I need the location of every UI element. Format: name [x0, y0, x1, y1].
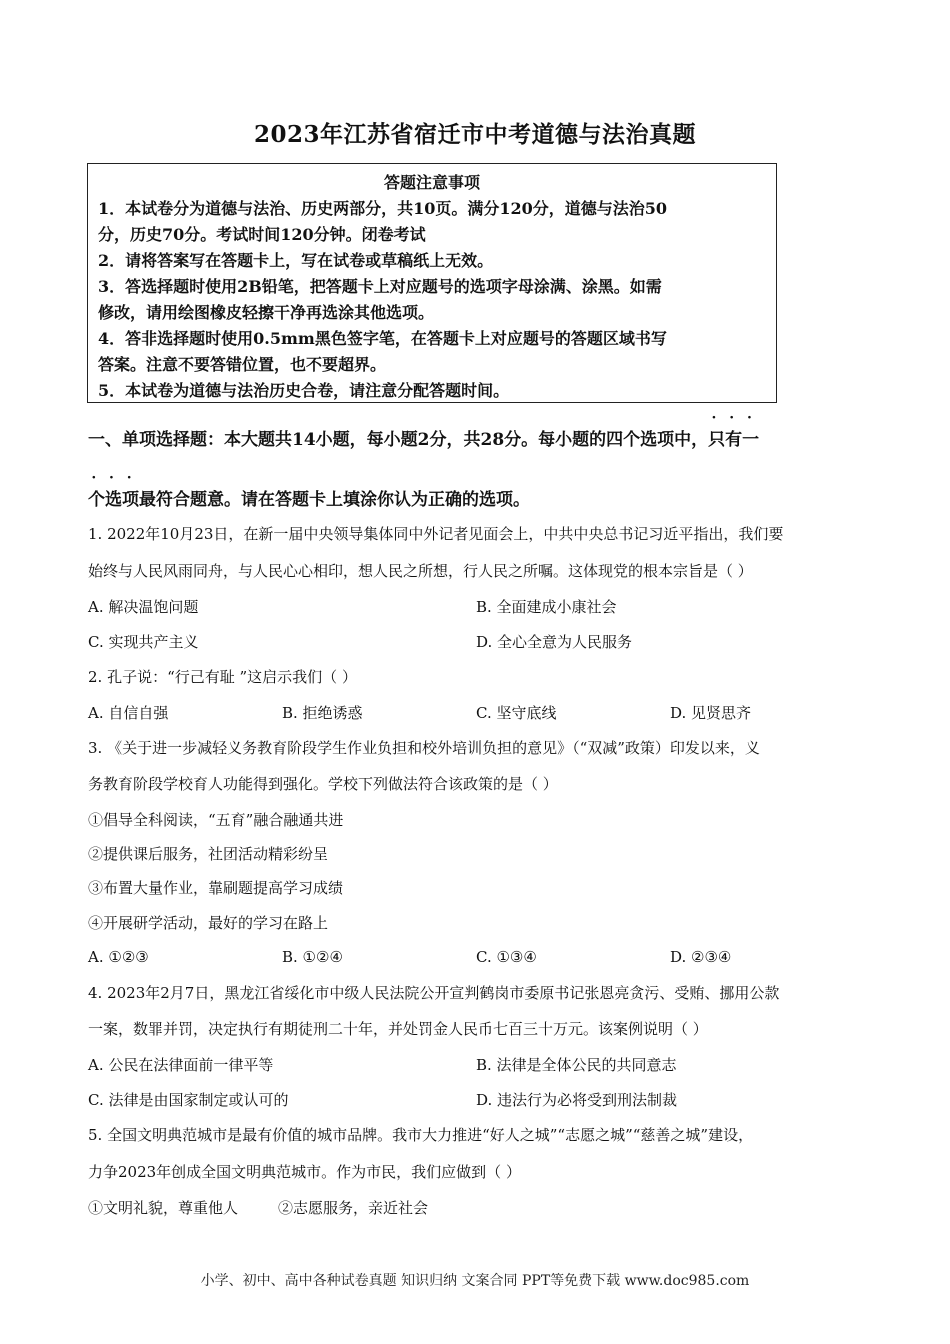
notice-box [87, 163, 777, 403]
q1-option-c: C. 实现共产主义 [88, 633, 199, 651]
notice-line: 4．答非选择题时使用0.5mm黑色签字笔，在答题卡上对应题号的答题区域书写 [98, 329, 667, 348]
question-1-line2: 始终与人民风雨同舟，与人民心心相印，想人民之所想，行人民之所嘱。这体现党的根本宗旨是（ ） [88, 562, 753, 580]
question-3-line1: 3. 《关于进一步减轻义务教育阶段学生作业负担和校外培训负担的意见》（“双减”政策）印发以来，义 [88, 739, 760, 757]
notice-line: 5．本试卷为道德与法治历史合卷，请注意分配答题时间。 [98, 381, 510, 400]
q2-option-b: B. 拒绝诱惑 [282, 704, 363, 722]
notice-line: 修改，请用绘图橡皮轻擦干净再选涂其他选项。 [98, 303, 435, 322]
question-4-line2: 一案，数罪并罚，决定执行有期徒刑二十年，并处罚金人民币七百三十万元。该案例说明（ ） [88, 1020, 708, 1038]
question-5-line2: 力争2023年创成全国文明典范城市。作为市民，我们应做到（ ） [88, 1163, 521, 1181]
notice-line: 2．请将答案写在答题卡上，写在试卷或草稿纸上无效。 [98, 251, 494, 270]
notice-line: 3．答选择题时使用2B铅笔，把答题卡上对应题号的选项字母涂满、涂黑。如需 [98, 277, 662, 296]
q5-statement-1: ①文明礼貌，尊重他人 [88, 1199, 239, 1217]
emphasis-word: 只有一 [708, 430, 760, 450]
q3-statement-2: ②提供课后服务，社团活动精彩纷呈 [88, 845, 329, 863]
question-4-line1: 4. 2023年2月7日，黑龙江省绥化市中级人民法院公开宣判鹤岗市委原书记张恩亮贪污、受贿、挪用公款 [88, 984, 780, 1002]
q4-option-a: A. 公民在法律面前一律平等 [88, 1056, 274, 1074]
page-footer: 小学、初中、高中各种试卷真题 知识归纳 文案合同 PPT等免费下载 www.doc985.com [200, 1273, 750, 1289]
emphasis-text [88, 470, 139, 510]
page-title: 2023年江苏省宿迁市中考道德与法治真题 [253, 121, 696, 148]
section-heading-text: 一、单项选择题：本大题共14小题，每小题2分，共28分。每小题的四个选项中， [88, 430, 709, 450]
question-1-line1: 1. 2022年10月23日，在新一届中央领导集体同中外记者见面会上，中共中央总书记习近平指出，我们要 [88, 525, 784, 543]
emphasis-word: 个选项 [88, 490, 139, 510]
notice-line: 分，历史70分。考试时间120分钟。闭卷考试 [98, 225, 426, 244]
q2-option-a: A. 自信自强 [88, 704, 169, 722]
q4-option-c: C. 法律是由国家制定或认可的 [88, 1091, 289, 1109]
q4-option-d: D. 违法行为必将受到刑法制裁 [476, 1091, 678, 1109]
q3-option-b: B. ①②④ [282, 948, 343, 966]
section-heading-line1 [88, 410, 868, 450]
question-2-line1: 2. 孔子说：“行己有耻 ”这启示我们（ ） [88, 668, 357, 686]
question-5-line1: 5. 全国文明典范城市是最有价值的城市品牌。我市大力推进“好人之城”“志愿之城”“慈善之城”建设， [88, 1126, 754, 1144]
q2-option-c: C. 坚守底线 [476, 704, 557, 722]
q3-statement-4: ④开展研学活动，最好的学习在路上 [88, 914, 329, 932]
notice-heading: 答题注意事项 [383, 173, 480, 192]
q3-option-c: C. ①③④ [476, 948, 537, 966]
emphasis-text [708, 410, 760, 450]
section-heading-text: 最符合题意。请在答题卡上填涂你认为正确的选项。 [139, 490, 530, 510]
q3-statement-1: ①倡导全科阅读，“五育”融合融通共进 [88, 811, 344, 829]
q4-option-b: B. 法律是全体公民的共同意志 [476, 1056, 677, 1074]
q1-option-b: B. 全面建成小康社会 [476, 598, 617, 616]
q3-option-d: D. ②③④ [670, 948, 732, 966]
emphasis-dots: · · · [91, 470, 136, 486]
q3-statement-3: ③布置大量作业，靠刷题提高学习成绩 [88, 879, 344, 897]
q2-option-d: D. 见贤思齐 [670, 704, 752, 722]
emphasis-dots: · · · [711, 410, 756, 426]
question-3-line2: 务教育阶段学校育人功能得到强化。学校下列做法符合该政策的是（ ） [88, 775, 558, 793]
section-heading-line2 [88, 470, 868, 510]
q1-option-d: D. 全心全意为人民服务 [476, 633, 633, 651]
notice-line: 1．本试卷分为道德与法治、历史两部分，共10页。满分120分，道德与法治50 [98, 199, 668, 218]
q1-option-a: A. 解决温饱问题 [88, 598, 199, 616]
q3-option-a: A. ①②③ [88, 948, 149, 966]
notice-line: 答案。注意不要答错位置，也不要超界。 [98, 355, 387, 374]
q5-statement-2: ②志愿服务，亲近社会 [278, 1199, 429, 1217]
